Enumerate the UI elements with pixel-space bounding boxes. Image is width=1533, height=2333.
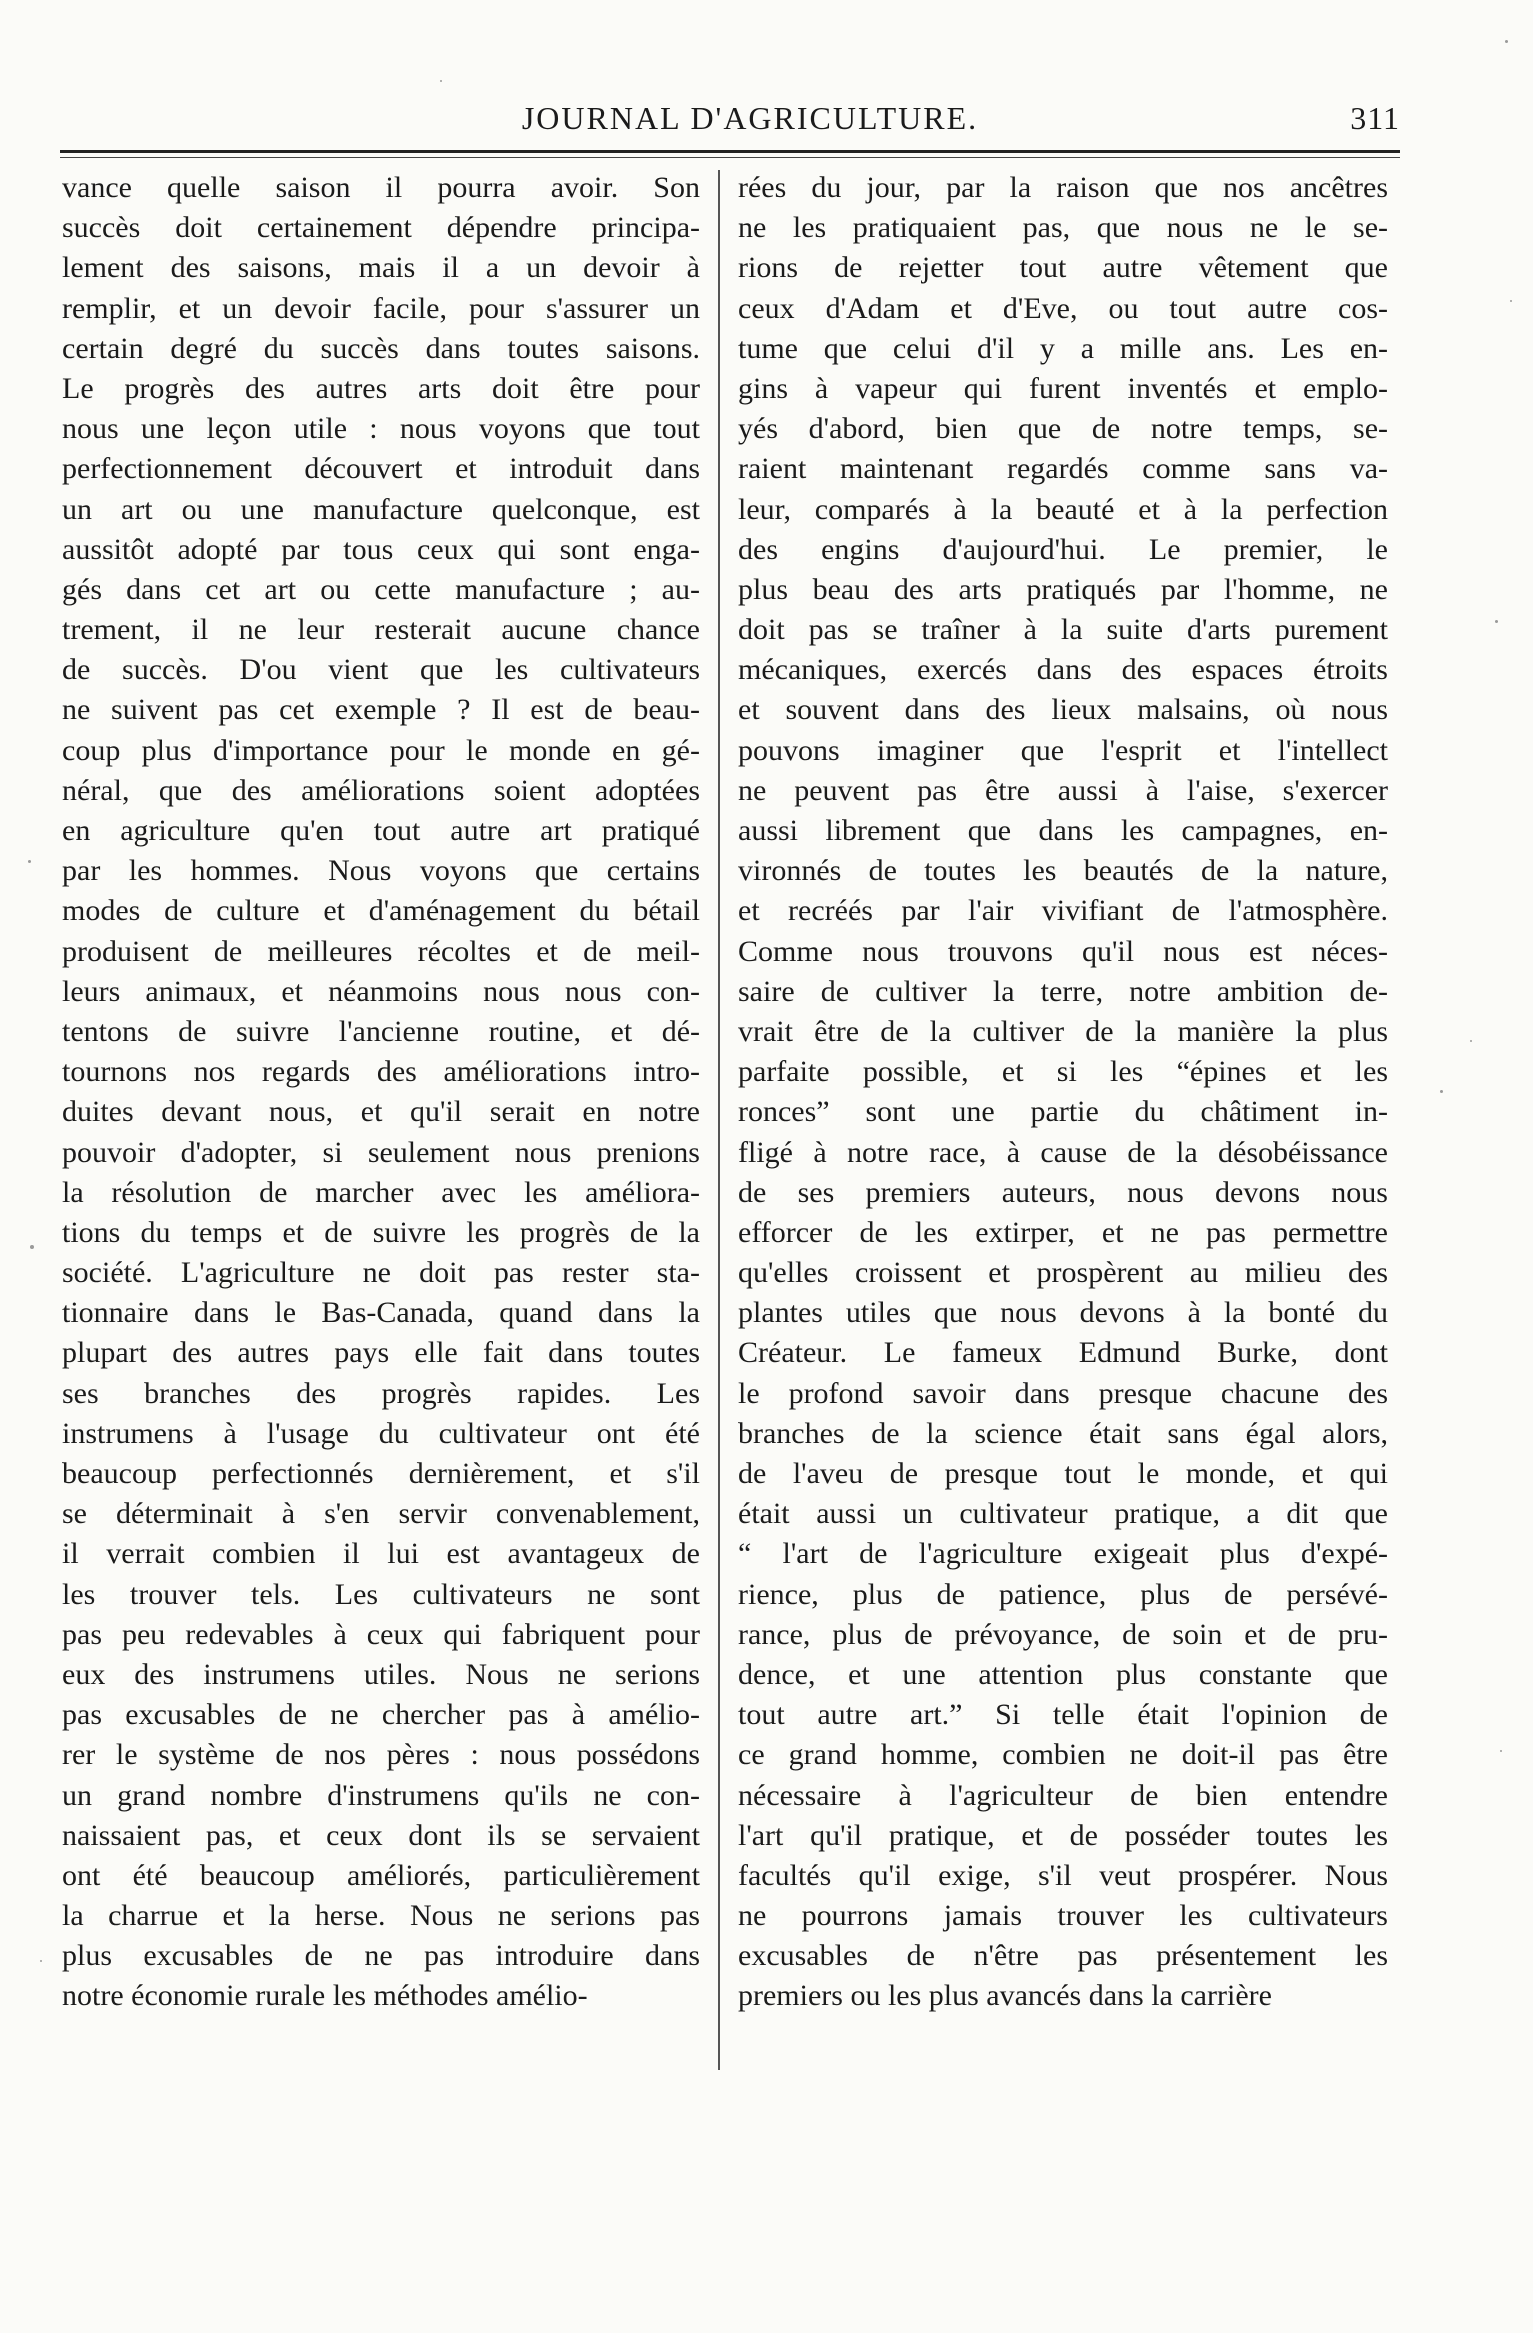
text-line: leurs animaux, et néanmoins nous nous con-: [62, 974, 700, 1008]
text-line: fligé à notre race, à cause de la désobéissance: [738, 1135, 1388, 1169]
text-line: pas peu redevables à ceux qui fabriquent pour: [62, 1617, 700, 1651]
text-line: lement des saisons, mais il a un devoir à: [62, 251, 700, 285]
running-title: JOURNAL D'AGRICULTURE.: [521, 100, 979, 136]
text-line: tionnaire dans le Bas-Canada, quand dans la: [62, 1296, 700, 1330]
text-line: de ses premiers auteurs, nous devons nous: [738, 1175, 1388, 1209]
text-line: pouvoir d'adopter, si seulement nous prenions: [62, 1135, 700, 1169]
text-line: ceux d'Adam et d'Eve, ou tout autre cos-: [738, 291, 1388, 325]
text-line: ses branches des progrès rapides. Les: [62, 1376, 700, 1410]
text-line: de l'aveu de presque tout le monde, et qui: [738, 1457, 1388, 1490]
text-line: mécaniques, exercés dans des espaces étroits: [738, 653, 1388, 687]
text-line: un art ou une manufacture quelconque, est: [62, 492, 700, 526]
text-line: par les hommes. Nous voyons que certains: [62, 854, 700, 888]
text-line: beaucoup perfectionnés dernièrement, et s'il: [62, 1457, 700, 1490]
page-number: 311: [1350, 100, 1400, 136]
text-line: se déterminait à s'en servir convenablement,: [62, 1497, 700, 1531]
text-line: Créateur. Le fameux Edmund Burke, dont: [738, 1336, 1388, 1370]
text-line: nous une leçon utile : nous voyons que tout: [62, 412, 700, 446]
text-line: rience, plus de patience, plus de persévé-: [738, 1577, 1388, 1611]
text-line: instrumens à l'usage du cultivateur ont été: [62, 1416, 700, 1450]
text-line: remplir, et un devoir facile, pour s'assurer un: [62, 291, 700, 325]
text-line: ne suivent pas cet exemple ? Il est de beau-: [62, 693, 700, 727]
text-line: les trouver tels. Les cultivateurs ne sont: [62, 1577, 700, 1611]
text-line: l'art qu'il pratique, et de posséder toutes les: [738, 1818, 1388, 1852]
text-line: rées du jour, par la raison que nos ancêtres: [738, 171, 1388, 204]
text-line: branches de la science était sans égal alors,: [738, 1416, 1388, 1450]
text-line: gés dans cet art ou cette manufacture ; au-: [62, 572, 700, 606]
text-line: et souvent dans des lieux malsains, où nous: [738, 693, 1388, 727]
text-line: pas excusables de ne chercher pas à amélio-: [62, 1698, 700, 1732]
text-line: ont été beaucoup améliorés, particulièrement: [62, 1858, 700, 1892]
text-line: des engins d'aujourd'hui. Le premier, le: [738, 532, 1388, 566]
text-line: produisent de meilleures récoltes et de meil-: [62, 934, 700, 968]
text-line: qu'elles croissent et prospèrent au milieu des: [738, 1256, 1388, 1290]
text-line: la charrue et la herse. Nous ne serions pas: [62, 1899, 700, 1933]
text-line: tume que celui d'il y a mille ans. Les en-: [738, 331, 1388, 365]
text-line: en agriculture qu'en tout autre art pratiqué: [62, 814, 700, 847]
text-line: facultés qu'il exige, s'il veut prospérer. Nous: [738, 1858, 1388, 1892]
text-line: efforcer de les extirper, et ne pas permettre: [738, 1215, 1388, 1249]
page-header: [60, 100, 1400, 140]
text-line: pouvons imaginer que l'esprit et l'intellect: [738, 733, 1388, 767]
text-line: néral, que des améliorations soient adoptées: [62, 773, 700, 807]
text-line: de succès. D'ou vient que les cultivateurs: [62, 653, 700, 687]
header-rule: [60, 150, 1400, 153]
text-line: et recréés par l'air vivifiant de l'atmosphère.: [738, 894, 1388, 928]
text-line: tions du temps et de suivre les progrès de la: [62, 1215, 700, 1249]
text-line: Comme nous trouvons qu'il nous est néces-: [738, 934, 1388, 968]
text-line: Le progrès des autres arts doit être pour: [62, 371, 700, 405]
text-line: aussi librement que dans les campagnes, en-: [738, 814, 1388, 847]
text-line: un grand nombre d'instrumens qu'ils ne con-: [62, 1778, 700, 1812]
text-line: rions de rejetter tout autre vêtement que: [738, 251, 1388, 285]
text-line: leur, comparés à la beauté et à la perfection: [738, 492, 1388, 526]
text-line: rer le système de nos pères : nous possédons: [62, 1738, 700, 1772]
text-line: notre économie rurale les méthodes amélio-: [62, 1979, 588, 2013]
text-line: naissaient pas, et ceux dont ils se servaient: [62, 1818, 700, 1852]
text-line: ne peuvent pas être aussi à l'aise, s'exercer: [738, 773, 1388, 807]
text-line: parfaite possible, et si les “épines et les: [738, 1055, 1388, 1089]
text-line: vance quelle saison il pourra avoir. Son: [62, 171, 700, 204]
text-line: gins à vapeur qui furent inventés et emplo-: [738, 371, 1388, 405]
header-rule-thin: [60, 157, 1400, 158]
text-line: rance, plus de prévoyance, de soin et de pru-: [738, 1617, 1388, 1651]
text-line: duites devant nous, et qu'il serait en notre: [62, 1095, 700, 1129]
text-line: modes de culture et d'aménagement du bétail: [62, 894, 700, 928]
text-line: le profond savoir dans presque chacune des: [738, 1376, 1388, 1410]
text-line: nécessaire à l'agriculteur de bien entendre: [738, 1778, 1388, 1812]
right-column: [738, 168, 1388, 2088]
text-line: certain degré du succès dans toutes saisons.: [62, 331, 700, 365]
text-line: la résolution de marcher avec les améliora-: [62, 1175, 700, 1209]
text-line: vrait être de la cultiver de la manière la plus: [738, 1014, 1388, 1048]
text-line: coup plus d'importance pour le monde en gé-: [62, 733, 700, 767]
text-line: ronces” sont une partie du châtiment in-: [738, 1095, 1388, 1129]
text-line: plupart des autres pays elle fait dans toutes: [62, 1336, 700, 1370]
text-line: tout autre art.” Si telle était l'opinion de: [738, 1698, 1388, 1732]
text-line: ne pourrons jamais trouver les cultivateurs: [738, 1899, 1388, 1933]
text-line: plantes utiles que nous devons à la bonté du: [738, 1296, 1388, 1330]
text-line: plus beau des arts pratiqués par l'homme, ne: [738, 572, 1388, 606]
text-line: dence, et une attention plus constante que: [738, 1657, 1388, 1691]
text-line: était aussi un cultivateur pratique, a dit que: [738, 1497, 1388, 1531]
text-line: saire de cultiver la terre, notre ambition de-: [738, 974, 1388, 1008]
text-line: trement, il ne leur resterait aucune chance: [62, 613, 700, 647]
text-line: plus excusables de ne pas introduire dans: [62, 1939, 700, 1973]
text-line: premiers ou les plus avancés dans la carrière: [738, 1979, 1272, 2013]
text-line: tentons de suivre l'ancienne routine, et dé-: [62, 1014, 700, 1048]
text-line: vironnés de toutes les beautés de la nature,: [738, 854, 1388, 888]
text-line: tournons nos regards des améliorations intro-: [62, 1055, 700, 1089]
left-column: [62, 168, 700, 2088]
text-line: aussitôt adopté par tous ceux qui sont enga-: [62, 532, 700, 566]
text-line: excusables de n'être pas présentement les: [738, 1939, 1388, 1973]
text-line: doit pas se traîner à la suite d'arts purement: [738, 613, 1388, 647]
text-line: succès doit certainement dépendre principa-: [62, 211, 700, 245]
text-line: perfectionnement découvert et introduit dans: [62, 452, 700, 486]
text-line: yés d'abord, bien que de notre temps, se-: [738, 412, 1388, 446]
text-line: raient maintenant regardés comme sans va-: [738, 452, 1388, 486]
text-line: ce grand homme, combien ne doit-il pas être: [738, 1738, 1388, 1772]
text-line: “ l'art de l'agriculture exigeait plus d'expé-: [738, 1537, 1388, 1571]
column-divider: [718, 170, 720, 2070]
text-line: eux des instrumens utiles. Nous ne serions: [62, 1657, 700, 1691]
text-line: il verrait combien il lui est avantageux de: [62, 1537, 700, 1571]
text-line: ne les pratiquaient pas, que nous ne le se-: [738, 211, 1388, 245]
text-line: société. L'agriculture ne doit pas rester sta-: [62, 1256, 700, 1290]
